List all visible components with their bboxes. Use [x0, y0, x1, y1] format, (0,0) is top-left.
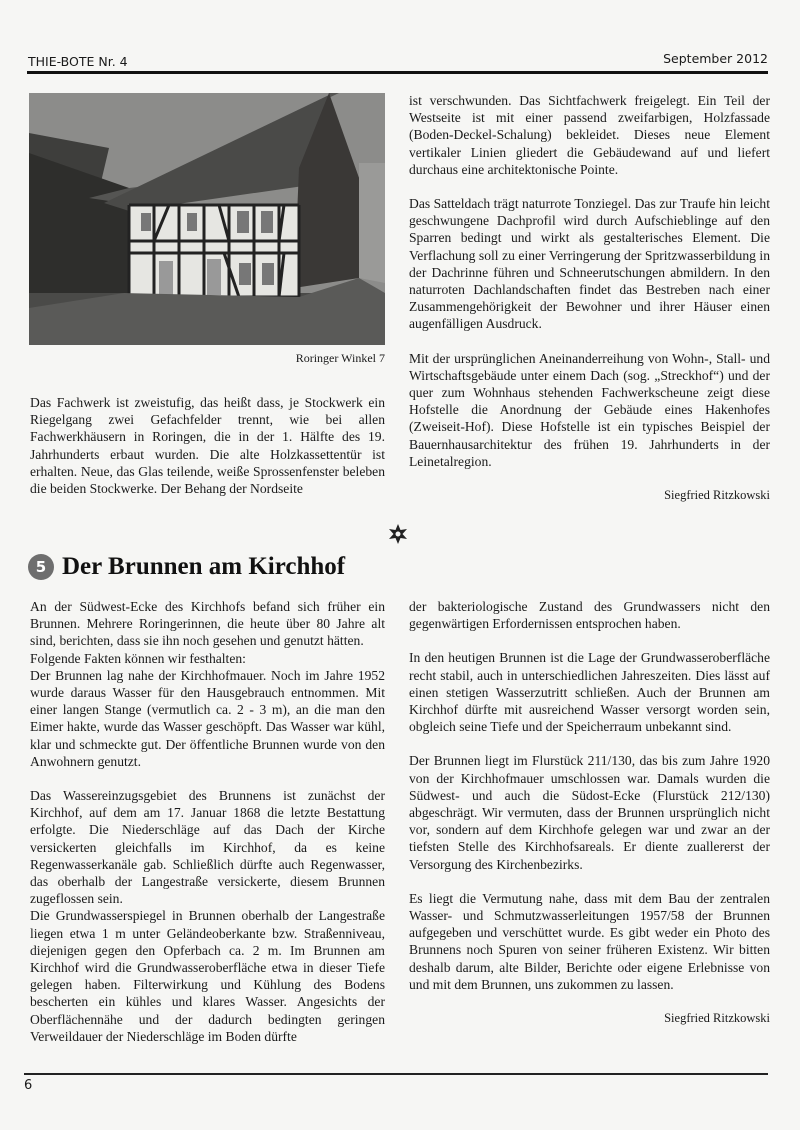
- paragraph: In den heutigen Brunnen ist die Lage der Grundwasseroberfläche recht stabil, auch in unterschiedlichen Jahreszeiten. Dies lässt auf einen stetigen Wasserzutritt schließen. Auch der Brunnen am Kirchhof dürfte mit ausreichend Wasser versorgt worden sein, obgleich seine Tiefe und der Speicherraum unbekannt sind.: [409, 650, 770, 735]
- author-signature: Siegfried Ritzkowski: [664, 1011, 770, 1026]
- page-number: 6: [24, 1078, 33, 1093]
- paragraph: Es liegt die Vermutung nahe, dass mit dem Bau der zentralen Wasser- und Schmutzwasserleitungen 1957/58 der Brunnen aufgegeben und verschüttet wurde. Es gibt weder ein Photo des Brunnens noch Spuren von seiner früheren Existenz. Wir bitten deshalb darum, alte Bilder, Berichte oder eigene Erlebnisse von und mit dem Brunnen, uns zukommen zu lassen.: [409, 890, 770, 992]
- article1-right-column: [409, 92, 770, 504]
- paragraph: Der Brunnen lag nahe der Kirchhofmauer. Noch im Jahre 1952 wurde daraus Wasser für den Hausgebrauch entnommen. Mit einer langen Stange (vermutlich ca. 2 - 3 m), an die man den Eimer hakte, wurde das Wasser geschöpft. Das Wasser war kühl, klar und schmeckte gut. Der öffentliche Brunnen wurde von den Anwohnern genutzt.: [30, 667, 385, 769]
- author-signature: Siegfried Ritzkowski: [664, 488, 770, 503]
- section-title: Der Brunnen am Kirchhof: [62, 553, 346, 580]
- paragraph: Das Fachwerk ist zweistufig, das heißt dass, je Stockwerk ein Riegelgang zwei Gefachfelder trennt, wie bei allen Fachwerkhäusern in Roringen, die in der 1. Hälfte des 19. Jahrhunderts erbaut wurden. Die alte Holzkassettentür ist erhalten. Neue, das Glas teilende, weiße Sprossenfenster beleben die beiden Stockwerke. Der Behang der Nordseite: [30, 395, 385, 497]
- publication-title: THIE-BOTE Nr. 4: [28, 54, 128, 69]
- section-heading: [28, 553, 345, 581]
- star-ornament-icon: [388, 524, 408, 544]
- article1-left-column: [30, 394, 385, 497]
- photo-caption: Roringer Winkel 7: [295, 351, 385, 365]
- article2-right-column: [409, 598, 770, 1027]
- paragraph: Folgende Fakten können wir festhalten:: [30, 650, 246, 666]
- paragraph: An der Südwest-Ecke des Kirchhofs befand sich früher ein Brunnen. Mehrere Roringerinnen, die heute über 80 Jahre alt sind, berichten, dass sie ihn noch gesehen und genutzt hätten.: [30, 599, 385, 649]
- paragraph: Das Satteldach trägt naturrote Tonziegel. Das zur Traufe hin leicht geschwungene Dachprofil wird durch Aufschieblinge auf den Sparren bedingt und wirkt als gestalterisches Element. Die Verflachung soll zu einer Verringerung der Spritzwasserbildung in der Dachrinne führen und Schneerutschungen abmildern. In den naturroten Dachlandschaften findet das Bestreben nach einer Zusammengehörigkeit der Bewohner und ihrer Häuser einen augenfälligen Ausdruck.: [409, 196, 770, 332]
- paragraph: Der Brunnen liegt im Flurstück 211/130, das bis zum Jahre 1920 von der Kirchhofmauer umschlossen war. Damals wurden die Südwest- und auch die Südost-Ecke (Flurstück 212/130) abgeschrägt. Wir vermuten, dass der Brunnen ursprünglich nicht vor, sondern auf dem Kirchhofe gelegen war und zwar an der tiefsten Stelle des Kirchhofsareals. Er diente zuallererst der Versorgung des Kirchenbezirks.: [409, 753, 770, 872]
- paragraph: der bakteriologische Zustand des Grundwassers nicht den gegenwärtigen Erfordernissen entsprochen haben.: [409, 599, 770, 632]
- paragraph: Die Grundwasserspiegel in Brunnen oberhalb der Langestraße liegen etwa 1 m unter Geländeoberkante bzw. Straßenniveau, diejenigen gegen den Opferbach ca. 2 m. Im Brunnen am Kirchhof wird die Grundwasseroberfläche etwa in dieser Tiefe gelegen haben. Filterwirkung und Kühlung des Bodens bescherten ein kühles und klares Wasser. Angesichts der Oberflächennähe und der dadurch bedingten geringen Verweildauer der Niederschläge im Boden dürfte: [30, 908, 385, 1044]
- paragraph: Das Wassereinzugsgebiet des Brunnens ist zunächst der Kirchhof, auf dem am 17. Januar 1868 die letzte Bestattung erfolgte. Die Niederschläge auf das Dach der Kirche versickerten gleichfalls im Kirchhof, da es keine Regenwasserkanäle gab. Schließlich dürfte auch Regenwasser, das oberhalb der Langestraße versickerte, diesem Brunnen zugeflossen sein.: [30, 788, 385, 907]
- house-photo: [29, 93, 385, 345]
- article2-left-column: [30, 598, 385, 1045]
- paragraph: Mit der ursprünglichen Aneinanderreihung von Wohn-, Stall- und Wirtschaftsgebäude unter einem Dach (sog. „Streckhof“) und der quer zum Wohnhaus stehenden Fachwerkscheune zeigt diese Hofstelle die Anordnung der Gebäude eines Hakenhofes (Zweiseit-Hof). Diese Hofstelle ist ein typisches Beispiel der Bauernhausarchitektur des frühen 19. Jahrhunderts in der Leinetalregion.: [409, 350, 770, 469]
- section-number-badge: 5: [28, 554, 54, 580]
- issue-date: September 2012: [663, 51, 768, 66]
- half-timbered-house-image: [29, 93, 385, 345]
- footer-rule: [24, 1073, 768, 1075]
- paragraph: ist verschwunden. Das Sichtfachwerk freigelegt. Ein Teil der Westseite ist mit einer passend zweifarbigen, Holzfassade (Boden-Deckel-Schalung) bekleidet. Dieses neue Element vertikaler Linien gliedert die Gebäudewand auf und liefert durchaus eine architektonische Pointe.: [409, 93, 770, 177]
- header-rule: [27, 71, 768, 74]
